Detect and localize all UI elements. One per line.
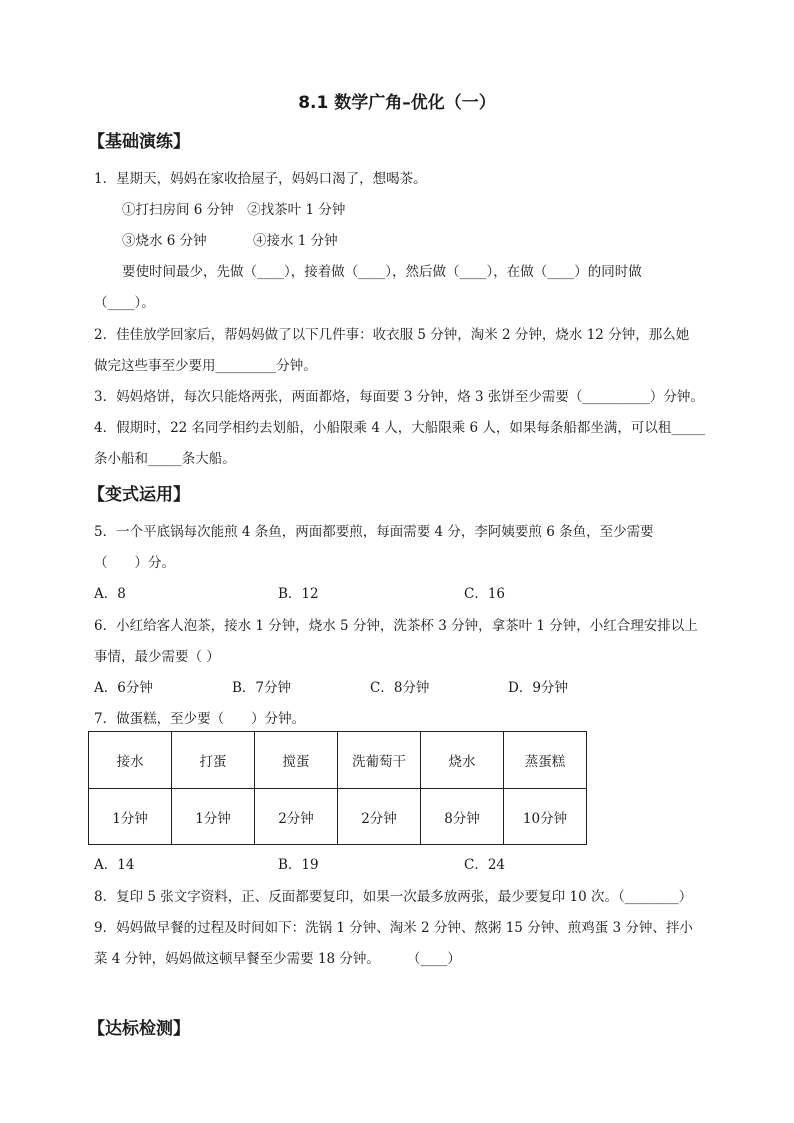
q1-stem: 1．星期天，妈妈在家收拾屋子，妈妈口渴了，想喝茶。 — [94, 171, 427, 187]
q5-option-a: A．8 — [94, 586, 126, 602]
q6-option-a: A．6分钟 — [94, 680, 153, 696]
q5-option-c: C．16 — [464, 586, 506, 602]
table-cell: 1分钟 — [89, 789, 172, 845]
q4-line2: 条小船和_____条大船。 — [94, 451, 236, 467]
q7-line1: 7．做蛋糕，至少要（ ）分钟。 — [94, 711, 306, 727]
q6-option-b: B．7分钟 — [232, 680, 292, 696]
q5-line2: （ ）分。 — [94, 555, 175, 571]
section-variant-heading: 【变式运用】 — [88, 485, 190, 505]
table-row-times — [89, 789, 587, 845]
q5-option-b: B．12 — [278, 586, 319, 602]
q3-line1: 3．妈妈烙饼，每次只能烙两张，两面都烙，每面要 3 分钟，烙 3 张饼至少需要（__________）分钟。 — [94, 389, 704, 405]
q4-line1: 4．假期时，22 名同学相约去划船，小船限乘 4 人，大船限乘 6 人，如果每条船都坐满，可以租_____ — [94, 420, 706, 436]
table-cell: 10分钟 — [504, 789, 587, 845]
q6-line2: 事情，最少需要（ ） — [94, 649, 220, 665]
q7-option-b: B．19 — [278, 857, 319, 873]
table-header-cell: 烧水 — [421, 732, 504, 789]
table-header-cell: 洗葡萄干 — [338, 732, 421, 789]
q1-ask-line1: 要使时间最少，先做（____），接着做（____），然后做（____），在做（____）的同时做 — [122, 264, 642, 280]
q6-option-d: D．9分钟 — [508, 680, 568, 696]
q6-line1: 6．小红给客人泡茶，接水 1 分钟，烧水 5 分钟，洗茶杯 3 分钟，拿茶叶 1 分钟，小红合理安排以上 — [94, 618, 698, 634]
table-header-cell: 接水 — [89, 732, 172, 789]
cake-steps-table — [88, 731, 587, 845]
table-cell: 8分钟 — [421, 789, 504, 845]
q6-option-c: C．8分钟 — [370, 680, 430, 696]
q7-option-a: A．14 — [94, 857, 135, 873]
table-cell: 2分钟 — [338, 789, 421, 845]
q9-line1: 9．妈妈做早餐的过程及时间如下：洗锅 1 分钟、淘米 2 分钟、熬粥 15 分钟、煎鸡蛋 3 分钟、拌小 — [94, 920, 693, 936]
q2-line2: 做完这些事至少要用_________分钟。 — [94, 358, 317, 374]
page-title: 8.1 数学广角–优化（一） — [298, 93, 496, 113]
table-header-cell: 搅蛋 — [255, 732, 338, 789]
table-cell: 1分钟 — [172, 789, 255, 845]
q1-item3: ③烧水 6 分钟 — [122, 233, 207, 249]
table-header-cell: 打蛋 — [172, 732, 255, 789]
table-row-steps — [89, 732, 587, 789]
q8-line1: 8．复印 5 张文字资料，正、反面都要复印，如果一次最多放两张，最少要复印 10 次。（________） — [94, 889, 693, 905]
q1-ask-line2: （____）。 — [94, 295, 155, 311]
section-basic-heading: 【基础演练】 — [88, 132, 190, 152]
table-cell: 2分钟 — [255, 789, 338, 845]
q9-line2: 菜 4 分钟，妈妈做这顿早餐至少需要 18 分钟。 （____） — [94, 951, 461, 967]
q1-item4: ④接水 1 分钟 — [253, 233, 338, 249]
q7-option-c: C．24 — [464, 857, 506, 873]
q1-items-row1: ①打扫房间 6 分钟 ②找茶叶 1 分钟 — [122, 202, 346, 218]
table-header-cell: 蒸蛋糕 — [504, 732, 587, 789]
q2-line1: 2．佳佳放学回家后，帮妈妈做了以下几件事：收衣服 5 分钟，淘米 2 分钟，烧水 12 分钟，那么她 — [94, 327, 690, 343]
q5-line1: 5．一个平底锅每次能煎 4 条鱼，两面都要煎，每面需要 4 分，李阿姨要煎 6 条鱼，至少需要 — [94, 524, 654, 540]
section-check-heading: 【达标检测】 — [88, 1019, 190, 1039]
